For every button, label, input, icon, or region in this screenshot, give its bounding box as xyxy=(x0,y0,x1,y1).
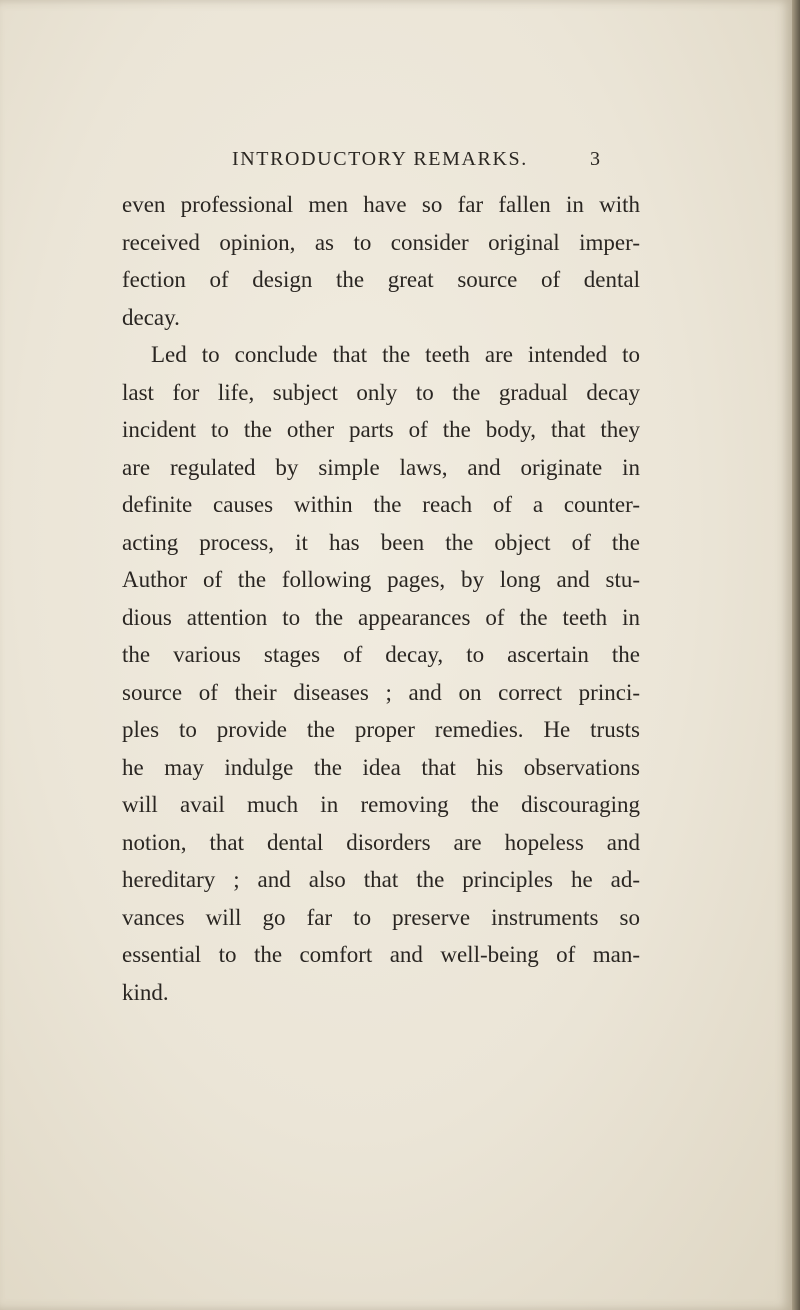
text-line: notion, that dental disorders are hopeless and xyxy=(122,829,640,855)
text-line: will avail much in removing the discouraging xyxy=(122,792,640,817)
text-line: are regulated by simple laws, and originate in xyxy=(122,454,640,480)
running-title: INTRODUCTORY REMARKS. xyxy=(232,148,528,170)
text-line: decay. xyxy=(122,304,180,330)
text-line: received opinion, as to consider original imper- xyxy=(122,229,640,255)
text-line: dious attention to the appearances of the teeth in xyxy=(122,604,640,630)
body-text xyxy=(122,186,640,1011)
text-line: ples to provide the proper remedies. He trusts xyxy=(122,717,640,742)
page-edge xyxy=(792,0,800,1310)
text-line: definite causes within the reach of a counter- xyxy=(122,492,640,517)
text-line: kind. xyxy=(122,979,169,1005)
text-line: the various stages of decay, to ascertain the xyxy=(122,642,640,667)
text-line: he may indulge the idea that his observations xyxy=(122,754,640,780)
text-line: essential to the comfort and well-being of man- xyxy=(122,942,640,967)
text-line: last for life, subject only to the gradual decay xyxy=(122,379,640,405)
text-line: incident to the other parts of the body, that they xyxy=(122,417,640,442)
text-line: fection of design the great source of dental xyxy=(122,267,640,292)
text-line: Author of the following pages, by long and stu- xyxy=(122,567,640,592)
page-number: 3 xyxy=(590,148,600,170)
running-head xyxy=(232,148,600,176)
text-line: source of their diseases ; and on correct princi- xyxy=(122,679,640,705)
text-line: acting process, it has been the object of the xyxy=(122,529,640,555)
paragraph-start-line: Led to conclude that the teeth are intended to xyxy=(151,342,640,367)
text-line: vances will go far to preserve instruments so xyxy=(122,904,640,930)
text-line: even professional men have so far fallen in with xyxy=(122,192,640,217)
text-line: hereditary ; and also that the principles he ad- xyxy=(122,867,640,892)
